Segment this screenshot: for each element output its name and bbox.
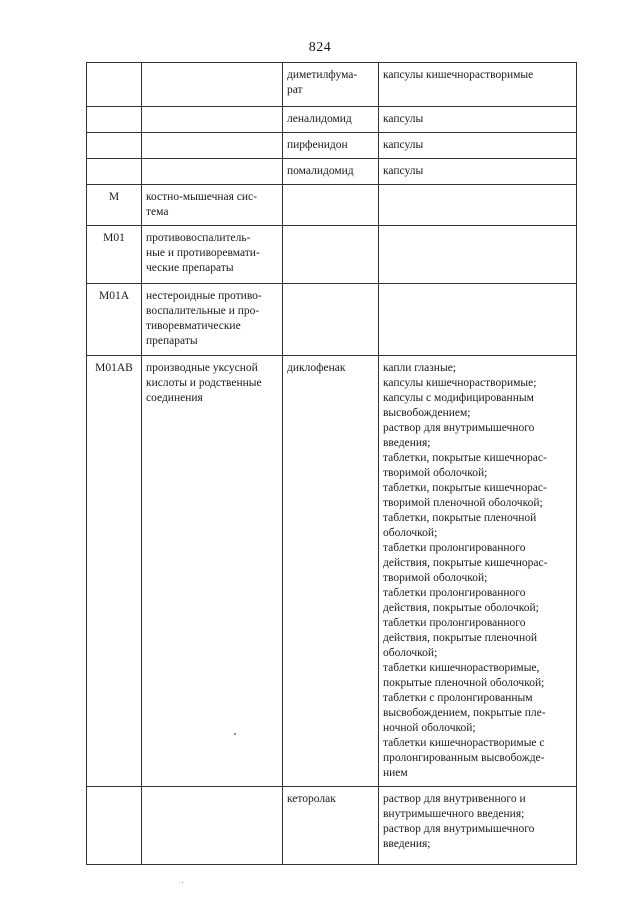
atc-code-line: М01АВ [95, 362, 133, 374]
atc-code-cell [87, 787, 142, 865]
drug-name-line: диметилфума- [287, 69, 358, 81]
dosage-form-line: творимой пленочной оболочкой; [383, 497, 543, 509]
dosage-form-line: раствор для внутримышечного [383, 422, 535, 434]
dosage-form-line: ночной оболочкой; [383, 722, 476, 734]
group-name-line: препараты [146, 335, 198, 347]
dosage-form-line: таблетки пролонгированного [383, 617, 526, 629]
dosage-form-cell [379, 787, 577, 865]
group-name-line: тиворевматические [146, 320, 241, 332]
group-name-line: нестероидные противо- [146, 290, 262, 302]
dosage-form-line: творимой оболочкой; [383, 572, 488, 584]
dosage-form-line: капсулы кишечнорастворимые [383, 69, 534, 81]
group-name-line: противовоспалитель- [146, 232, 251, 244]
drug-name-cell [283, 356, 379, 787]
group-name-cell [142, 185, 283, 226]
drug-name-cell [283, 185, 379, 226]
dosage-form-cell [379, 185, 577, 226]
dosage-form-line: таблетки пролонгированного [383, 542, 526, 554]
drug-name-cell [283, 226, 379, 284]
dosage-form-line: таблетки, покрытые кишечнорас- [383, 452, 547, 464]
dosage-form-line: раствор для внутривенного и [383, 793, 526, 805]
drug-name-line: рат [287, 84, 303, 96]
group-name-line: кислоты и родственные [146, 377, 262, 389]
group-name-line: ческие препараты [146, 262, 234, 274]
table-row [87, 107, 577, 133]
group-name-line: соединения [146, 392, 203, 404]
scan-speck [182, 882, 183, 883]
dosage-form-line: таблетки, покрытые пленочной [383, 512, 537, 524]
dosage-form-line: творимой оболочкой; [383, 467, 488, 479]
group-name-line: костно-мышечная сис- [146, 191, 257, 203]
drug-name-line: помалидомид [287, 165, 354, 177]
group-name-line: воспалительные и про- [146, 305, 260, 317]
drug-name-cell [283, 284, 379, 356]
atc-code-cell [87, 284, 142, 356]
drug-name-line: кеторолак [287, 793, 336, 805]
table-row [87, 356, 577, 787]
drug-name-line: леналидомид [287, 113, 352, 125]
group-name-line: тема [146, 206, 169, 218]
atc-code-cell [87, 63, 142, 107]
drug-name-cell [283, 63, 379, 107]
dosage-form-line: капсулы [383, 113, 424, 125]
drug-name-line: пирфенидон [287, 139, 348, 151]
drug-name-cell [283, 107, 379, 133]
table-row [87, 185, 577, 226]
drug-name-cell [283, 787, 379, 865]
dosage-form-line: высвобождением, покрытые пле- [383, 707, 546, 719]
page-number: 824 [308, 40, 332, 55]
dosage-form-line: оболочкой; [383, 527, 438, 539]
dosage-form-line: нием [383, 767, 408, 779]
dosage-form-line: действия, покрытые кишечнорас- [383, 557, 548, 569]
group-name-line: ные и противоревмати- [146, 247, 260, 259]
dosage-form-line: таблетки, покрытые кишечнорас- [383, 482, 547, 494]
dosage-form-line: капсулы [383, 165, 424, 177]
table-body [87, 63, 577, 865]
dosage-form-line: таблетки кишечнорастворимые, [383, 662, 540, 674]
table-row [87, 284, 577, 356]
table-row [87, 63, 577, 107]
atc-code-line: М01 [103, 232, 125, 244]
dosage-form-line: покрытые пленочной оболочкой; [383, 677, 545, 689]
drug-name-cell [283, 133, 379, 159]
table-row [87, 226, 577, 284]
atc-code-line: М01А [98, 290, 130, 302]
atc-code-cell [87, 159, 142, 185]
dosage-form-line: капсулы кишечнорастворимые; [383, 377, 537, 389]
dosage-form-line: высвобождением; [383, 407, 471, 419]
dosage-form-cell [379, 107, 577, 133]
dosage-form-cell [379, 356, 577, 787]
atc-code-cell [87, 185, 142, 226]
dosage-form-cell [379, 63, 577, 107]
dosage-form-line: раствор для внутримышечного [383, 823, 535, 835]
group-name-cell [142, 133, 283, 159]
dosage-form-line: капсулы с модифицированным [383, 392, 534, 404]
atc-code-cell [87, 356, 142, 787]
dosage-form-line: введения; [383, 838, 431, 850]
group-name-cell [142, 226, 283, 284]
dosage-form-cell [379, 226, 577, 284]
dosage-form-line: таблетки с пролонгированным [383, 692, 533, 704]
dosage-form-line: таблетки кишечнорастворимые с [383, 737, 545, 749]
drug-name-line: диклофенак [287, 362, 346, 374]
dosage-form-cell [379, 159, 577, 185]
table-row [87, 133, 577, 159]
table-row [87, 787, 577, 865]
drug-name-cell [283, 159, 379, 185]
group-name-cell [142, 356, 283, 787]
table-row [87, 159, 577, 185]
dosage-form-line: капсулы [383, 139, 424, 151]
dosage-form-line: пролонгированным высвобожде- [383, 752, 545, 764]
dosage-form-line: действия, покрытые пленочной [383, 632, 538, 644]
group-name-cell [142, 787, 283, 865]
atc-code-cell [87, 133, 142, 159]
dosage-form-line: таблетки пролонгированного [383, 587, 526, 599]
dosage-form-cell [379, 284, 577, 356]
group-name-cell [142, 284, 283, 356]
dosage-form-cell [379, 133, 577, 159]
drug-table [86, 62, 577, 865]
scan-speck [234, 733, 236, 735]
atc-code-cell [87, 107, 142, 133]
atc-code-line: М [108, 191, 120, 203]
dosage-form-line: внутримышечного введения; [383, 808, 525, 820]
group-name-line: производные уксусной [146, 362, 258, 374]
dosage-form-line: оболочкой; [383, 647, 438, 659]
dosage-form-line: действия, покрытые оболочкой; [383, 602, 539, 614]
atc-code-cell [87, 226, 142, 284]
dosage-form-line: капли глазные; [383, 362, 456, 374]
group-name-cell [142, 107, 283, 133]
dosage-form-line: введения; [383, 437, 431, 449]
group-name-cell [142, 159, 283, 185]
group-name-cell [142, 63, 283, 107]
